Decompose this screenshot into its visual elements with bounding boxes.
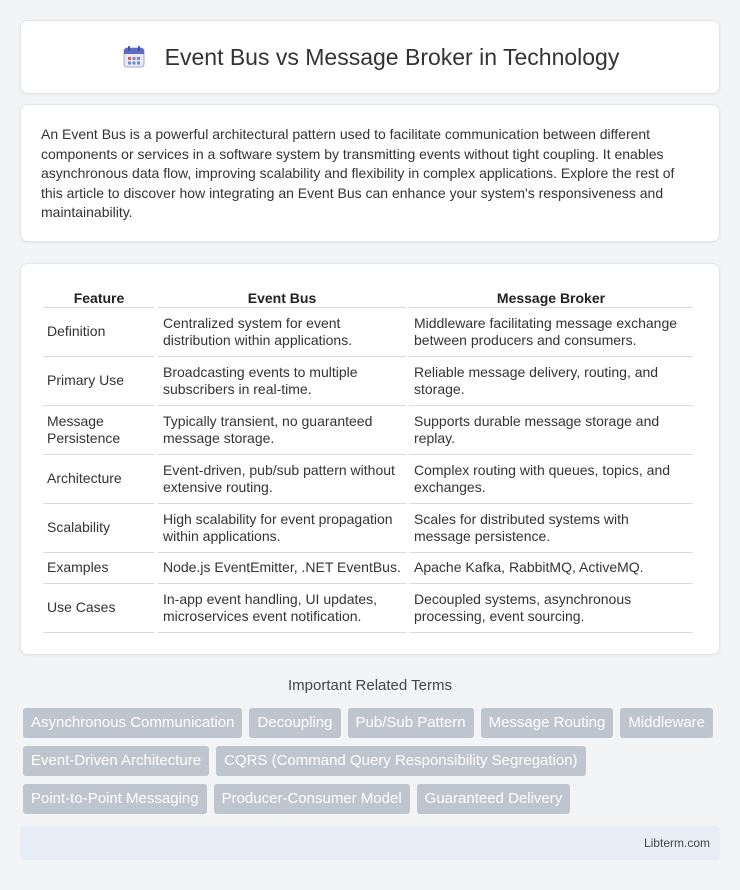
message-broker-cell: Apache Kafka, RabbitMQ, ActiveMQ. <box>409 553 693 584</box>
event-bus-cell: High scalability for event propagation within applications. <box>158 504 406 553</box>
term-tag[interactable]: Point-to-Point Messaging <box>23 784 207 814</box>
table-row <box>43 504 693 553</box>
event-bus-cell: Broadcasting events to multiple subscribers in real-time. <box>158 357 406 406</box>
comparison-table <box>40 284 696 633</box>
term-tag[interactable]: Decoupling <box>249 708 340 738</box>
event-bus-cell: Centralized system for event distribution within applications. <box>158 308 406 357</box>
intro-text: An Event Bus is a powerful architectural pattern used to facilitate communication between different components or services in a software system by transmitting events without tight coupling. It enables asynchronous data flow, improving scalability and flexibility in complex applications. Explore the rest of this article to discover how integrating an Event Bus can enhance your system's responsiveness and maintainability. <box>41 126 675 220</box>
event-bus-cell: In-app event handling, UI updates, microservices event notification. <box>158 584 406 633</box>
term-tag[interactable]: Producer-Consumer Model <box>214 784 410 814</box>
footer <box>20 826 720 860</box>
table-row <box>43 455 693 504</box>
message-broker-cell: Decoupled systems, asynchronous processing, event sourcing. <box>409 584 693 633</box>
footer-site-link[interactable]: Libterm.com <box>643 836 710 850</box>
message-broker-cell: Reliable message delivery, routing, and storage. <box>409 357 693 406</box>
term-tag[interactable]: Pub/Sub Pattern <box>348 708 474 738</box>
feature-cell: Definition <box>43 308 155 357</box>
message-broker-cell: Complex routing with queues, topics, and exchanges. <box>409 455 693 504</box>
intro-card <box>20 104 720 242</box>
feature-cell: Examples <box>43 553 155 584</box>
term-tag[interactable]: Message Routing <box>481 708 614 738</box>
related-terms-list <box>23 708 723 814</box>
feature-cell: Primary Use <box>43 357 155 406</box>
table-row <box>43 584 693 633</box>
calendar-icon <box>121 44 147 70</box>
feature-cell: Message Persistence <box>43 406 155 455</box>
comparison-card <box>20 263 720 655</box>
page-title: Event Bus vs Message Broker in Technology <box>164 43 620 70</box>
term-tag[interactable]: Event-Driven Architecture <box>23 746 209 776</box>
table-row <box>43 357 693 406</box>
term-tag[interactable]: Guaranteed Delivery <box>417 784 571 814</box>
message-broker-cell: Supports durable message storage and replay. <box>409 406 693 455</box>
feature-cell: Scalability <box>43 504 155 553</box>
event-bus-cell: Event-driven, pub/sub pattern without extensive routing. <box>158 455 406 504</box>
related-terms-title: Important Related Terms <box>288 677 452 694</box>
header-event-bus: Event Bus <box>158 284 406 308</box>
feature-cell: Architecture <box>43 455 155 504</box>
header-card <box>20 20 720 94</box>
term-tag[interactable]: CQRS (Command Query Responsibility Segregation) <box>216 746 585 776</box>
message-broker-cell: Middleware facilitating message exchange between producers and consumers. <box>409 308 693 357</box>
event-bus-cell: Node.js EventEmitter, .NET EventBus. <box>158 553 406 584</box>
table-row <box>43 406 693 455</box>
header-message-broker: Message Broker <box>409 284 693 308</box>
event-bus-cell: Typically transient, no guaranteed message storage. <box>158 406 406 455</box>
message-broker-cell: Scales for distributed systems with message persistence. <box>409 504 693 553</box>
table-row <box>43 553 693 584</box>
table-row <box>43 308 693 357</box>
title-wrap <box>121 44 620 71</box>
term-tag[interactable]: Middleware <box>620 708 713 738</box>
term-tag[interactable]: Asynchronous Communication <box>23 708 242 738</box>
feature-cell: Use Cases <box>43 584 155 633</box>
header-feature: Feature <box>43 284 155 308</box>
table-header-row <box>43 284 693 308</box>
